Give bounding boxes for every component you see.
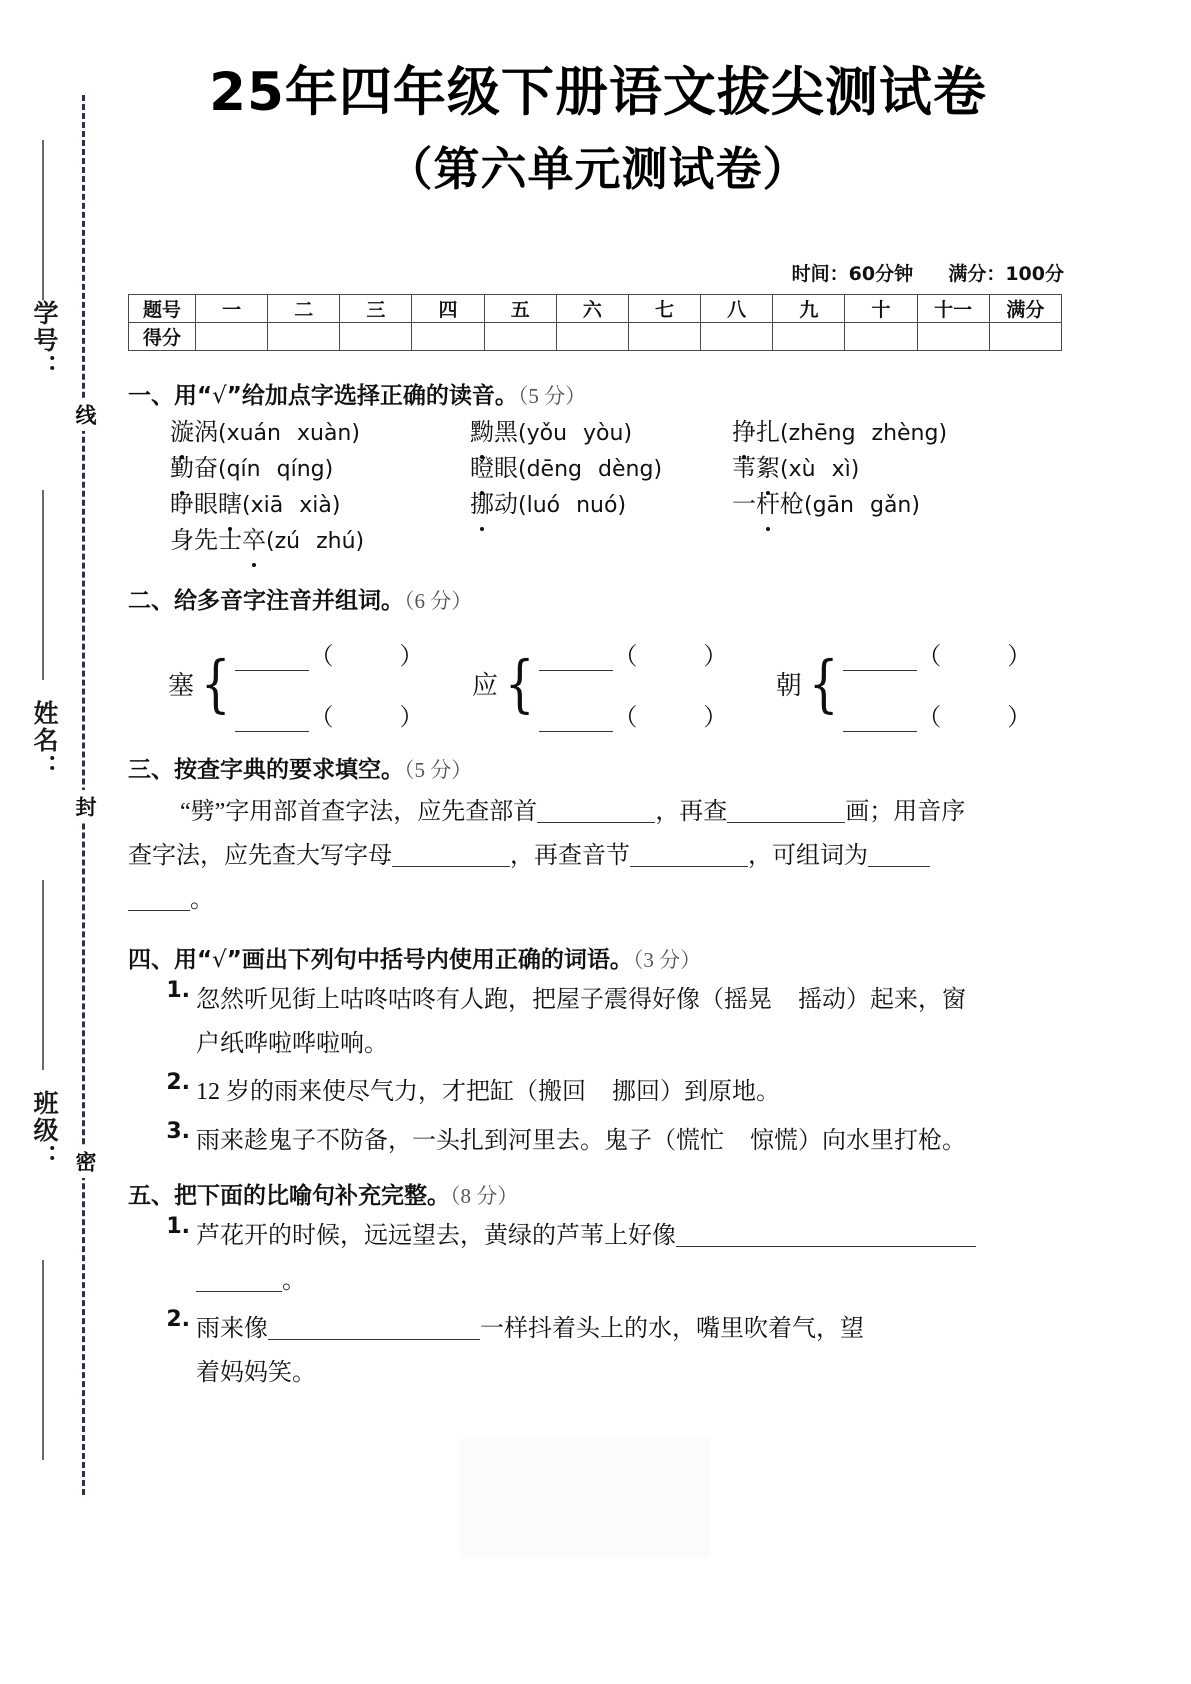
section-5-item-1[interactable] <box>156 1214 1068 1303</box>
q2-line-3a <box>843 636 1031 671</box>
q2-rows-3 <box>843 636 1031 732</box>
q1-item-4[interactable] <box>170 454 470 484</box>
q1-pinyin-1: (xuán xuàn) <box>218 420 360 446</box>
page-title: 25年四年级下册语文拔尖测试卷 <box>209 62 987 123</box>
q1-item-6[interactable] <box>732 454 1032 484</box>
seal-word-xian: 线 <box>70 398 100 431</box>
section-1-title-post: ”给加点字选择正确的读音。 <box>226 382 518 409</box>
emphasis-dot-icon <box>480 527 484 531</box>
emphasis-dot-icon <box>766 527 770 531</box>
col-8: 八 <box>701 294 773 322</box>
q1-word-7: 睁眼瞎 <box>170 492 242 518</box>
q1-word-1: 漩 涡 <box>170 420 218 446</box>
q2-pinyin-blank-1a[interactable] <box>235 652 309 671</box>
section-4-item-2[interactable] <box>156 1070 1068 1114</box>
section-1-title-pre: 用“ <box>174 382 213 409</box>
full-score-label: 满分：100分 <box>948 262 1064 285</box>
time-limit-label: 时间：60分钟 <box>791 262 914 285</box>
item-text: 12 岁的雨来使尽气力，才把缸（搬回 挪回）到原地。 <box>196 1079 780 1106</box>
seal-line-strip <box>0 0 120 1684</box>
section-1-items <box>170 418 1068 556</box>
seal-label-class: 班级： <box>30 1090 59 1171</box>
q1-word-8: 挪 动 <box>470 492 518 518</box>
col-2: 二 <box>268 294 340 322</box>
seal-word-feng: 封 <box>70 790 100 823</box>
q2-pinyin-blank-2b[interactable] <box>539 713 613 732</box>
q1-pinyin-8: (luó nuó) <box>518 492 627 518</box>
score-cell-10[interactable] <box>845 322 917 350</box>
item-text: 芦花开的时候，远远望去，黄绿的芦苇上好像 。 <box>196 1214 1068 1303</box>
q2-char-1: 塞 <box>168 671 195 701</box>
q2-word-paren-1b[interactable]: （ ） <box>309 704 424 731</box>
section-1-points: （5 分） <box>517 383 587 408</box>
item-text: 雨来趁鬼子不防备，一头扎到河里去。鬼子（慌忙 惊慌）向水里打枪。 <box>196 1127 966 1154</box>
section-2-title: 给多音字注音并组词。 <box>174 587 404 614</box>
table-row-scores <box>129 322 1062 350</box>
seal-rule-2 <box>42 490 44 680</box>
section-3-points: （5 分） <box>404 757 473 782</box>
q5-blank-2a[interactable] <box>268 1319 480 1340</box>
q2-char-3: 朝 <box>775 671 802 701</box>
row-header-question-no: 题号 <box>129 294 196 322</box>
q1-word-9: 一杆 枪 <box>732 492 804 518</box>
section-4-index: 四、 <box>128 946 174 973</box>
q2-pinyin-blank-2a[interactable] <box>539 652 613 671</box>
col-6: 六 <box>556 294 628 322</box>
section-1-index: 一、 <box>128 382 174 409</box>
seal-word-mi: 密 <box>70 1145 100 1178</box>
q3-blank-word-2[interactable] <box>128 890 190 911</box>
q2-pinyin-blank-3a[interactable] <box>843 652 917 671</box>
q1-row-3 <box>170 490 1068 520</box>
q3-text-a: “劈”字用部首查字法，应先查部首 <box>180 798 538 825</box>
q2-rows-2 <box>539 636 727 732</box>
section-2-heading <box>128 582 1068 615</box>
q1-pinyin-9: (gān gǎn) <box>804 492 920 518</box>
seal-label-name: 姓名： <box>30 700 59 781</box>
section-2-index: 二、 <box>128 587 174 614</box>
checkmark-icon-2: √ <box>212 946 227 973</box>
q1-item-7[interactable] <box>170 490 470 520</box>
q1-pinyin-10: (zú zhú) <box>266 528 365 554</box>
q5-blank-1a[interactable] <box>676 1226 976 1247</box>
q1-item-5[interactable] <box>470 454 732 484</box>
emphasis-dot-icon <box>252 563 256 567</box>
q1-word-5: 瞪 眼 <box>470 456 518 482</box>
section-5-item-2[interactable] <box>156 1307 1068 1396</box>
exam-page <box>128 0 1068 1396</box>
q1-word-10: 身先士卒 <box>170 528 266 554</box>
q1-item-3[interactable] <box>732 418 1032 448</box>
q2-word-paren-1a[interactable]: （ ） <box>309 643 424 670</box>
q1-item-10[interactable] <box>170 526 470 556</box>
q3-text-d: 查字法，应先查大写字母 <box>128 842 392 869</box>
score-cell-6[interactable] <box>556 322 628 350</box>
q1-item-8[interactable] <box>470 490 732 520</box>
q1-row-1 <box>170 418 1068 448</box>
score-cell-8[interactable] <box>701 322 773 350</box>
q2-pinyin-blank-1b[interactable] <box>235 713 309 732</box>
q1-pinyin-5: (dēng dèng) <box>518 456 663 482</box>
section-3-body-2 <box>128 834 1068 878</box>
section-4-title-post: ”画出下列句中括号内使用正确的词语。 <box>226 946 633 973</box>
section-2-items <box>168 643 1068 731</box>
section-4-points: （3 分） <box>632 947 702 972</box>
brace-icon-1: { <box>200 646 231 720</box>
section-4-item-3[interactable] <box>156 1119 1068 1163</box>
item-number: 3. <box>166 1118 190 1144</box>
q1-pinyin-6: (xù xì) <box>780 456 860 482</box>
col-10: 十 <box>845 294 917 322</box>
q2-word-paren-2b[interactable]: （ ） <box>613 704 728 731</box>
q2-word-paren-3a[interactable]: （ ） <box>917 643 1032 670</box>
q2-word-paren-3b[interactable]: （ ） <box>917 704 1032 731</box>
section-4-item-1[interactable] <box>156 978 1068 1067</box>
col-5: 五 <box>484 294 556 322</box>
item-number: 2. <box>166 1307 190 1333</box>
q1-item-9[interactable] <box>732 490 1032 520</box>
q1-word-2: 黝 黑 <box>470 420 518 446</box>
section-5-index: 五、 <box>128 1183 174 1210</box>
seal-rule-4 <box>42 1260 44 1460</box>
row-header-score: 得分 <box>129 322 196 350</box>
section-3-body-3 <box>128 878 1068 922</box>
q2-line-2b <box>539 697 727 732</box>
col-3: 三 <box>340 294 412 322</box>
col-9: 九 <box>773 294 845 322</box>
section-4-title-pre: 用“ <box>174 946 213 973</box>
score-cell-9[interactable] <box>773 322 845 350</box>
section-1-heading <box>128 377 1068 410</box>
q2-group-3 <box>775 643 1068 731</box>
q2-rows-1 <box>235 636 423 732</box>
score-cell-3[interactable] <box>340 322 412 350</box>
q1-item-1[interactable] <box>170 418 470 448</box>
q2-line-3b <box>843 697 1031 732</box>
item-number: 2. <box>166 1070 190 1096</box>
section-5-points: （8 分） <box>450 1184 519 1209</box>
table-row-question-numbers <box>129 294 1062 322</box>
q3-blank-word-1[interactable] <box>868 846 930 867</box>
q3-blank-letter[interactable] <box>392 846 510 867</box>
q1-word-4: 勤 奋 <box>170 456 218 482</box>
section-2-points: （6 分） <box>404 588 473 613</box>
col-11: 十一 <box>917 294 989 322</box>
q3-period: 。 <box>190 887 214 914</box>
q2-char-2: 应 <box>471 671 498 701</box>
q3-text-c: 画；用音序 <box>845 798 966 825</box>
q2-pinyin-blank-3b[interactable] <box>843 713 917 732</box>
score-cell-11[interactable] <box>917 322 989 350</box>
col-1: 一 <box>196 294 268 322</box>
q2-line-1a <box>235 636 423 671</box>
q3-text-b: ，再查 <box>655 798 728 825</box>
col-7: 七 <box>628 294 700 322</box>
section-3-index: 三、 <box>128 756 174 783</box>
section-3-heading <box>128 751 1068 784</box>
q1-row-4 <box>170 526 1068 556</box>
section-3-title: 按查字典的要求填空。 <box>174 756 404 783</box>
page-watermark-area <box>460 1438 710 1558</box>
q2-group-1 <box>168 643 472 731</box>
q1-row-2 <box>170 454 1068 484</box>
item-text: 忽然听见街上咕咚咕咚有人跑，把屋子震得好像（摇晃 摇动）起来，窗 户纸哗啦哗啦响。 <box>196 986 966 1058</box>
q2-line-1b <box>235 697 423 732</box>
q1-item-2[interactable] <box>470 418 732 448</box>
brace-icon-2: { <box>504 646 535 720</box>
item-text: 雨来像 一样抖着头上的水，嘴里吹着气，望 着妈妈笑。 <box>196 1316 864 1387</box>
score-cell-2[interactable] <box>268 322 340 350</box>
seal-rule-3 <box>42 880 44 1070</box>
q1-pinyin-3: (zhēng zhèng) <box>780 420 948 446</box>
q1-word-6: 苇絮 <box>732 456 780 482</box>
exam-meta <box>128 259 1068 286</box>
score-cell-4[interactable] <box>412 322 484 350</box>
section-4-heading <box>128 941 1068 974</box>
checkmark-icon: √ <box>212 382 227 409</box>
section-3-body <box>180 790 1068 834</box>
q1-pinyin-4: (qín qíng) <box>218 456 334 482</box>
section-5-heading <box>128 1177 1068 1210</box>
seal-label-student-id: 学号： <box>30 300 59 381</box>
seal-rule-1 <box>42 140 44 300</box>
brace-icon-3: { <box>808 646 839 720</box>
page-subtitle: （第六单元测试卷） <box>386 141 810 196</box>
score-cell-total[interactable] <box>989 322 1061 350</box>
item-number: 1. <box>166 1214 190 1240</box>
q3-text-f: ，可组词为 <box>748 842 868 869</box>
q2-word-paren-2a[interactable]: （ ） <box>613 643 728 670</box>
q2-line-2a <box>539 636 727 671</box>
q3-blank-syllable[interactable] <box>630 846 748 867</box>
q3-blank-radical[interactable] <box>537 802 655 823</box>
col-4: 四 <box>412 294 484 322</box>
col-total: 满分 <box>989 294 1061 322</box>
score-cell-1[interactable] <box>196 322 268 350</box>
score-cell-5[interactable] <box>484 322 556 350</box>
q5-blank-1b[interactable] <box>196 1271 282 1292</box>
score-table <box>128 294 1062 351</box>
q3-text-e: ，再查音节 <box>510 842 630 869</box>
section-5-title: 把下面的比喻句补充完整。 <box>174 1183 450 1210</box>
q1-pinyin-2: (yǒu yòu) <box>518 420 633 446</box>
q1-pinyin-7: (xiā xià) <box>242 492 341 518</box>
score-cell-7[interactable] <box>628 322 700 350</box>
item-number: 1. <box>166 977 190 1003</box>
q1-word-3: 挣 扎 <box>732 420 780 446</box>
q3-blank-strokes[interactable] <box>727 802 845 823</box>
q2-group-2 <box>471 643 776 731</box>
